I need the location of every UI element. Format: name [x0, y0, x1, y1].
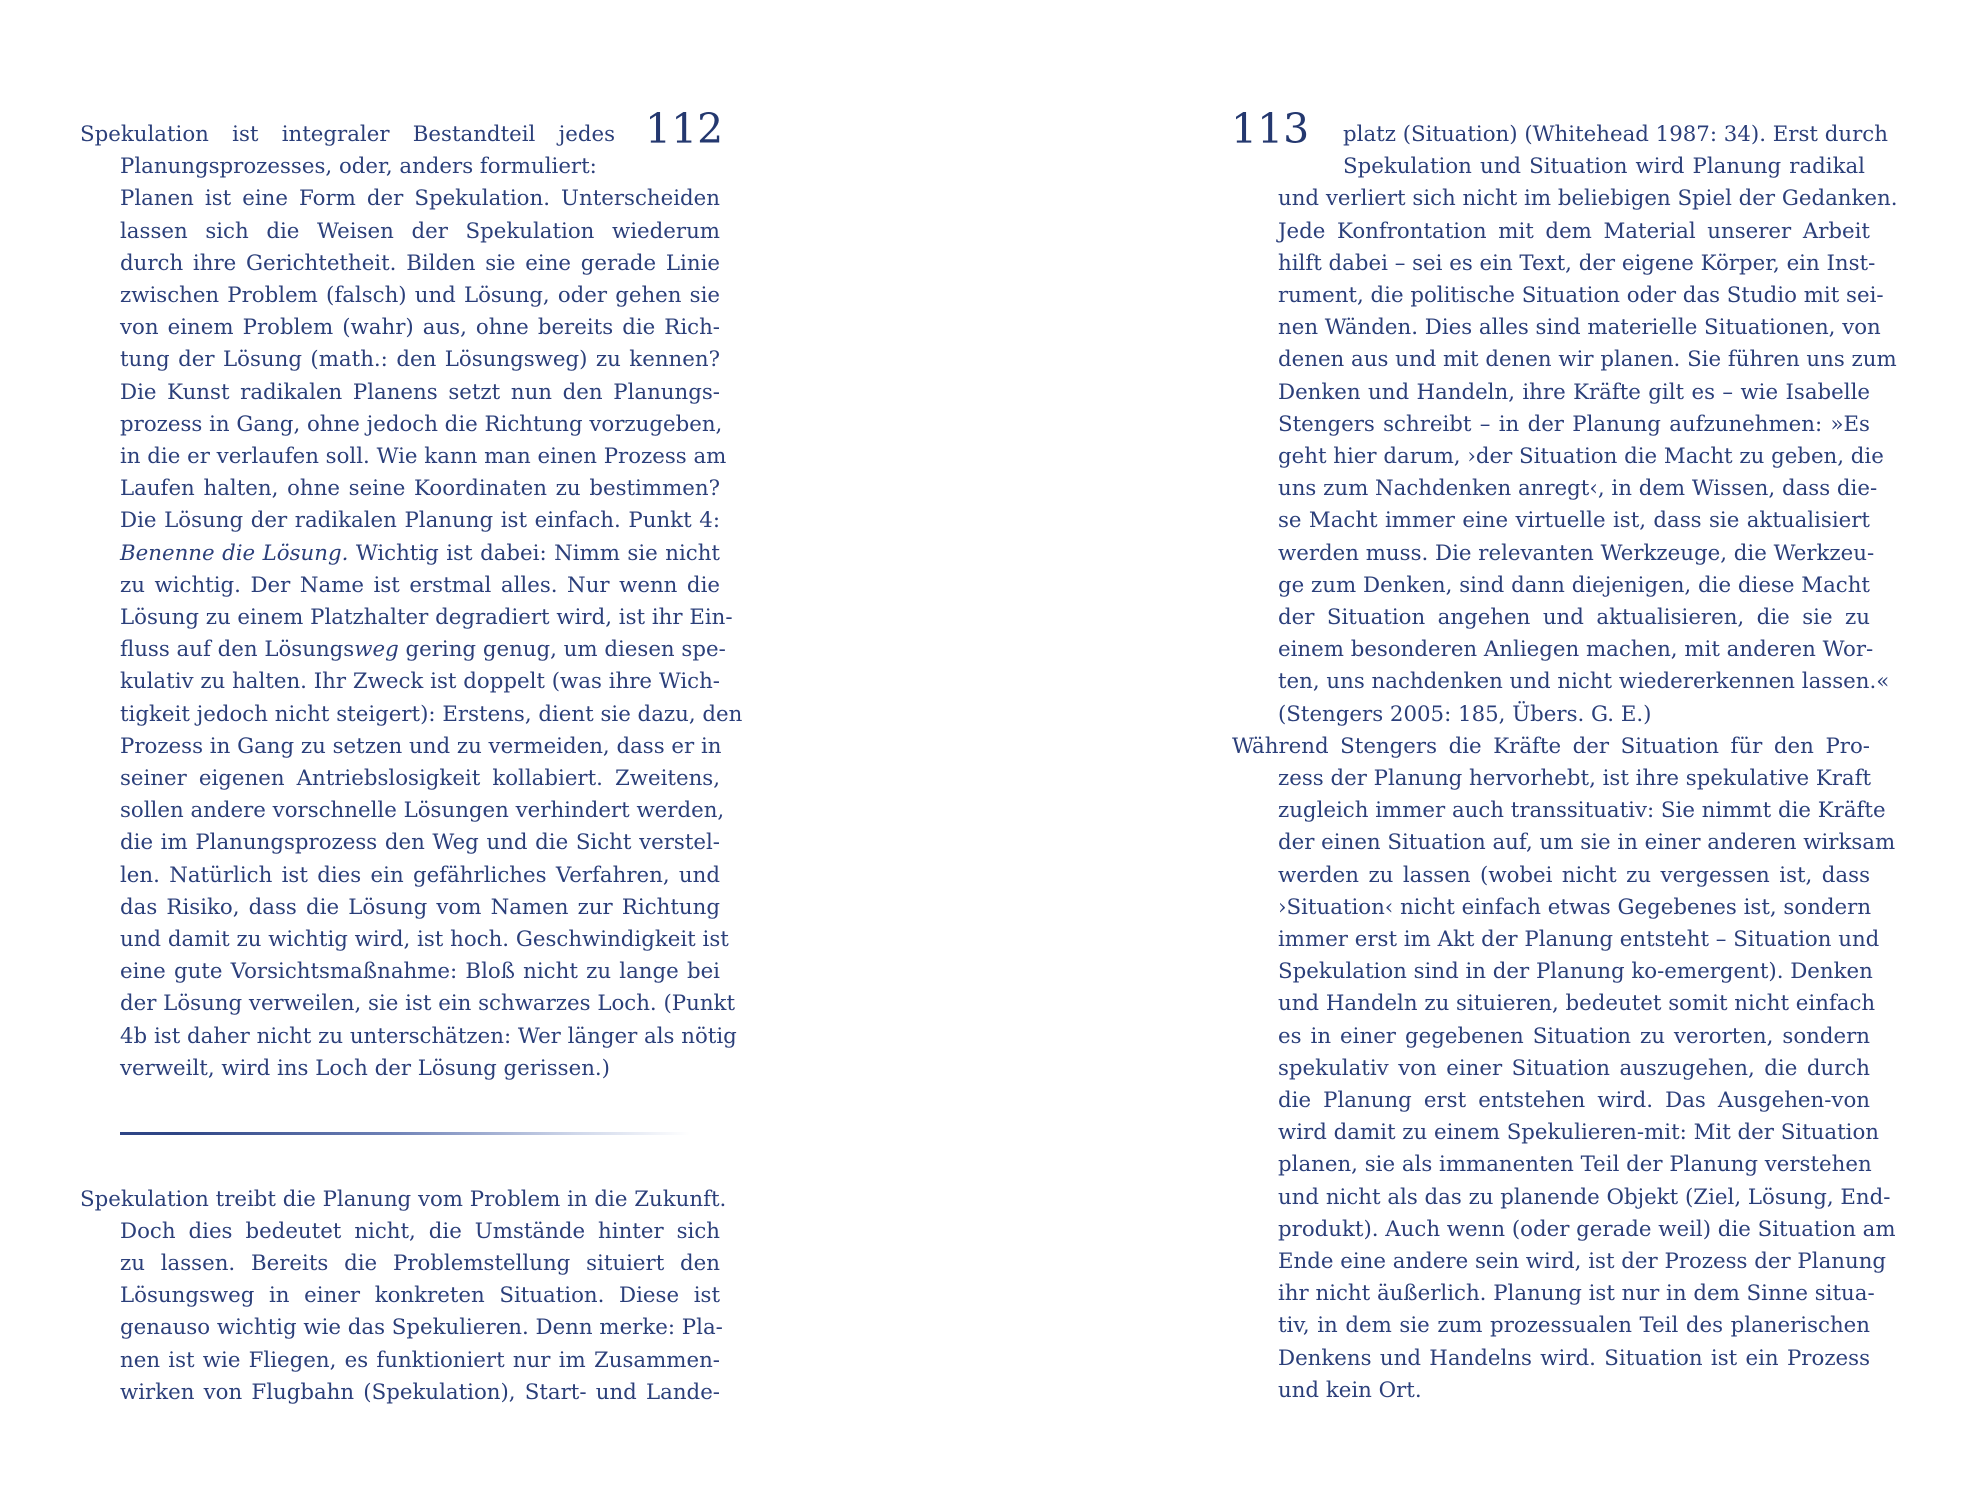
text-line: planen, sie als immanenten Teil der Planung verstehen [1278, 1152, 1872, 1177]
text-line: nen Wänden. Dies alles sind materielle Situationen, von [1278, 315, 1881, 340]
text-line: Planungsprozesses, oder, anders formuliert: [120, 154, 597, 179]
text-line: in die er verlaufen soll. Wie kann man einen Prozess am [120, 444, 727, 469]
text-line: zugleich immer auch transsituativ: Sie nimmt die Kräfte [1278, 798, 1886, 823]
text-line: werden zu lassen (wobei nicht zu vergessen ist, dass [1278, 863, 1870, 888]
text-line: rument, die politische Situation oder das Studio mit sei- [1278, 283, 1884, 308]
text-line: geht hier darum, ›der Situation die Macht zu geben, die [1278, 444, 1884, 469]
text-line: 4b ist daher nicht zu unterschätzen: Wer länger als nötig [120, 1024, 737, 1049]
text-line: ten, uns nachdenken und nicht wiedererkennen lassen.« [1278, 669, 1890, 694]
text-line: len. Natürlich ist dies ein gefährliches Verfahren, und [120, 863, 720, 888]
text-line: hilft dabei – sei es ein Text, der eigene Körper, ein Inst- [1278, 251, 1876, 276]
text-line: werden muss. Die relevanten Werkzeuge, die Werkzeu- [1278, 541, 1875, 566]
text-line: einem besonderen Anliegen machen, mit anderen Wor- [1278, 637, 1874, 662]
text-line: tigkeit jedoch nicht steigert): Erstens, dient sie dazu, den [120, 702, 743, 727]
text-line: durch ihre Gerichtetheit. Bilden sie eine gerade Linie [120, 251, 720, 276]
text-line: die im Planungsprozess den Weg und die Sicht verstel- [120, 830, 720, 855]
text-line: und kein Ort. [1278, 1378, 1422, 1403]
right-page [987, 0, 1974, 1500]
text-line: platz (Situation) (Whitehead 1987: 34). Erst durch [1343, 122, 1888, 147]
line-text: Wichtig ist dabei: Nimm sie nicht [348, 541, 720, 566]
text-line: es in einer gegebenen Situation zu verorten, sondern [1278, 1024, 1870, 1049]
text-line: spekulativ von einer Situation auszugehen, die durch [1278, 1056, 1870, 1081]
text-line: zwischen Problem (falsch) und Lösung, oder gehen sie [120, 283, 720, 308]
line-text: fluss auf den Lösungs [120, 637, 355, 662]
text-line: Die Lösung der radikalen Planung ist einfach. Punkt 4: [120, 508, 720, 533]
text-line: genauso wichtig wie das Spekulieren. Denn merke: Pla- [120, 1315, 723, 1340]
italic-phrase: weg [354, 637, 399, 662]
text-line: Denkens und Handelns wird. Situation ist ein Prozess [1278, 1346, 1870, 1371]
page-number: 113 [1231, 105, 1310, 153]
text-line: Spekulation und Situation wird Planung radikal [1343, 154, 1865, 179]
text-line: Laufen halten, ohne seine Koordinaten zu bestimmen? [120, 476, 720, 501]
text-line: die Planung erst entstehen wird. Das Ausgehen-von [1278, 1088, 1870, 1113]
text-line: tung der Lösung (math.: den Lösungsweg) zu kennen? [120, 347, 720, 372]
line-text: gering genug, um diesen spe- [398, 637, 726, 662]
text-line: lassen sich die Weisen der Spekulation wiederum [120, 219, 720, 244]
text-line: der einen Situation auf, um sie in einer anderen wirksam [1278, 830, 1896, 855]
text-line: se Macht immer eine virtuelle ist, dass sie aktualisiert [1278, 508, 1870, 533]
text-line: der Situation angehen und aktualisieren, die sie zu [1278, 605, 1870, 630]
text-line: Während Stengers die Kräfte der Situation für den Pro- [1232, 734, 1870, 759]
text-line: verweilt, wird ins Loch der Lösung gerissen.) [120, 1056, 610, 1081]
text-line: und damit zu wichtig wird, ist hoch. Geschwindigkeit ist [120, 927, 729, 952]
text-line: tiv, in dem sie zum prozessualen Teil des planerischen [1278, 1313, 1870, 1338]
text-line: wirken von Flugbahn (Spekulation), Start- und Lande- [120, 1380, 720, 1405]
text-line: Jede Konfrontation mit dem Material unserer Arbeit [1278, 219, 1870, 244]
text-line: Die Kunst radikalen Planens setzt nun den Planungs- [120, 380, 720, 405]
page-number: 112 [645, 105, 724, 153]
text-line: Stengers schreibt – in der Planung aufzunehmen: »Es [1278, 412, 1870, 437]
text-line: eine gute Vorsichtsmaßnahme: Bloß nicht zu lange bei [120, 959, 720, 984]
text-line: das Risiko, dass die Lösung vom Namen zur Richtung [120, 895, 720, 920]
text-line: uns zum Nachdenken anregt‹, in dem Wissen, dass die- [1278, 476, 1878, 501]
text-line: Doch dies bedeutet nicht, die Umstände hinter sich [120, 1219, 720, 1244]
text-line: wird damit zu einem Spekulieren-mit: Mit der Situation [1278, 1120, 1879, 1145]
text-line: Planen ist eine Form der Spekulation. Unterscheiden [120, 186, 720, 211]
text-line: Spekulation ist integraler Bestandteil jedes [80, 122, 615, 147]
text-line: zess der Planung hervorhebt, ist ihre spekulative Kraft [1278, 766, 1872, 791]
text-line: Lösungsweg in einer konkreten Situation. Diese ist [120, 1283, 720, 1308]
text-line: (Stengers 2005: 185, Übers. G. E.) [1278, 702, 1652, 727]
text-line: zu lassen. Bereits die Problemstellung situiert den [120, 1251, 720, 1276]
text-line-emphasis [120, 634, 726, 666]
text-line: denen aus und mit denen wir planen. Sie führen uns zum [1278, 347, 1897, 372]
text-line: ›Situation‹ nicht einfach etwas Gegebenes ist, sondern [1278, 895, 1872, 920]
text-line: und nicht als das zu planende Objekt (Ziel, Lösung, End- [1278, 1185, 1891, 1210]
section-divider [120, 1132, 690, 1135]
text-line: von einem Problem (wahr) aus, ohne bereits die Rich- [120, 315, 720, 340]
text-line: sollen andere vorschnelle Lösungen verhindert werden, [120, 798, 725, 823]
text-line: kulativ zu halten. Ihr Zweck ist doppelt (was ihre Wich- [120, 669, 720, 694]
text-line: ihr nicht äußerlich. Planung ist nur in dem Sinne situa- [1278, 1281, 1875, 1306]
text-line-emphasis [120, 538, 720, 570]
text-line: Spekulation sind in der Planung ko-emergent). Denken [1278, 959, 1873, 984]
text-line: ge zum Denken, sind dann diejenigen, die diese Macht [1278, 573, 1870, 598]
text-line: Ende eine andere sein wird, ist der Prozess der Planung [1278, 1249, 1887, 1274]
text-line: nen ist wie Fliegen, es funktioniert nur im Zusammen- [120, 1348, 720, 1373]
text-line: Prozess in Gang zu setzen und zu vermeiden, dass er in [120, 734, 722, 759]
text-line: und verliert sich nicht im beliebigen Spiel der Gedanken. [1278, 186, 1898, 211]
italic-phrase: Benenne die Lösung. [120, 541, 349, 566]
text-line: Lösung zu einem Platzhalter degradiert wird, ist ihr Ein- [120, 605, 733, 630]
text-line: seiner eigenen Antriebslosigkeit kollabiert. Zweitens, [120, 766, 720, 791]
text-line: immer erst im Akt der Planung entsteht – Situation und [1278, 927, 1880, 952]
text-line: prozess in Gang, ohne jedoch die Richtung vorzugeben, [120, 412, 723, 437]
text-line: produkt). Auch wenn (oder gerade weil) die Situation am [1278, 1217, 1896, 1242]
text-line: der Lösung verweilen, sie ist ein schwarzes Loch. (Punkt [120, 991, 736, 1016]
text-line: und Handeln zu situieren, bedeutet somit nicht einfach [1278, 991, 1876, 1016]
text-line: Denken und Handeln, ihre Kräfte gilt es – wie Isabelle [1278, 380, 1870, 405]
text-line: zu wichtig. Der Name ist erstmal alles. Nur wenn die [120, 573, 720, 598]
text-line: Spekulation treibt die Planung vom Problem in die Zukunft. [80, 1187, 727, 1212]
